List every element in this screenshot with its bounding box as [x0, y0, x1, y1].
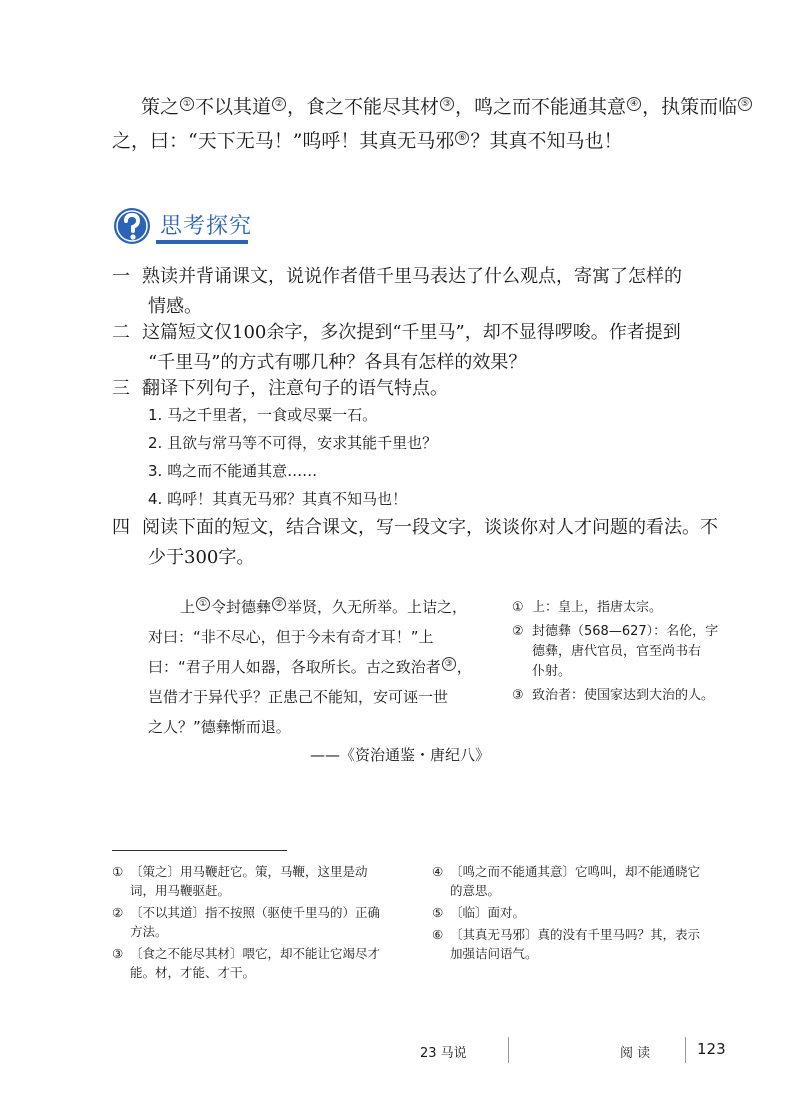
- footnote: ⑤ 〔临〕面对。: [432, 905, 526, 920]
- main-text-line-2: 之，曰：“天下无马！”呜呼！其真无马邪 ⑥ ？其真不知马也！: [112, 130, 623, 152]
- list-item: 3. 鸣之而不能通其意……: [148, 462, 318, 480]
- question-number: 二: [112, 322, 130, 343]
- question-2: 二 这篇短文仅100余字，多次提到“千里马”，却不显得啰唆。作者提到 “千里马”的方式有哪几种？各具有怎样的效果？: [112, 318, 732, 378]
- footnote: ④ 〔鸣之而不能通其意〕它鸣叫，却不能通晓它 的意思。: [432, 864, 701, 898]
- passage-line: 曰：“君子用人如器，各取所长。古之致治者 ③ ，: [148, 658, 472, 676]
- passage-line: 岂借才于异代乎？正患己不能知，安可诬一世: [148, 688, 449, 706]
- question-1: 一 熟读并背诵课文，说说作者借千里马表达了什么观点，寄寓了怎样的 情感。: [112, 262, 732, 322]
- list-item: 4. 呜呼！其真无马邪？其真不知马也！: [148, 490, 408, 508]
- passage-note: ① 上：皇上，指唐太宗。: [512, 600, 663, 615]
- footer-lesson: 23 马说: [420, 1046, 467, 1061]
- footnotes-left: [112, 862, 412, 982]
- list-item: 1. 马之千里者，一食或尽粟一石。: [148, 406, 378, 424]
- page-number: 123: [697, 1040, 726, 1058]
- footnote-divider: [112, 850, 287, 851]
- list-item: 2. 且欲与常马等不可得，安求其能千里也？: [148, 434, 438, 452]
- passage-line: 对曰：“非不尽心，但于今未有奇才耳！”上: [148, 628, 434, 646]
- question-mark-icon: [112, 206, 152, 246]
- section-title: 思考探究: [160, 214, 253, 239]
- reading-passage: [148, 592, 483, 742]
- note-mark: ③: [442, 657, 456, 671]
- footnote: ③ 〔食之不能尽其材〕喂它，却不能让它竭尽才 能。材，才能、才干。: [112, 946, 381, 980]
- passage-line: 之人？”德彝惭而退。: [148, 718, 291, 736]
- note-mark: ②: [272, 597, 286, 611]
- passage-line: 上 ① 令封德彝 ② 举贤，久无所举。上诘之，: [180, 598, 468, 616]
- note-mark: ③: [440, 97, 454, 111]
- main-text-line-1: 策之 ① 不以其道 ② ，食之不能尽其材 ③ ，鸣之而不能通其意 ④ ，执策而临 ⑤: [141, 90, 753, 124]
- footnotes-right: [432, 862, 732, 963]
- footer-divider: [685, 1037, 686, 1063]
- footer-section: 阅 读: [620, 1046, 651, 1061]
- note-mark: ①: [196, 597, 210, 611]
- note-mark: ⑥: [455, 131, 469, 145]
- note-mark: ①: [180, 97, 194, 111]
- passage-notes: [512, 598, 742, 706]
- note-mark: ⑤: [738, 97, 752, 111]
- footnote: ① 〔策之〕用马鞭赶它。策，马鞭，这里是动 词，用马鞭驱赶。: [112, 864, 368, 898]
- note-mark: ④: [627, 97, 641, 111]
- question-4: 四 阅读下面的短文，结合课文，写一段文字，谈谈你对人才问题的看法。不 少于300字。: [112, 513, 732, 573]
- section-title-underline: [156, 240, 248, 244]
- note-mark: ②: [272, 97, 286, 111]
- question-3-items: [148, 401, 437, 513]
- passage-note: ③ 致治者：使国家达到大治的人。: [512, 688, 715, 703]
- question-number: 一: [112, 266, 130, 287]
- footer-divider: [508, 1037, 509, 1063]
- question-number: 四: [112, 517, 130, 538]
- question-3: 三 翻译下列句子，注意句子的语气特点。: [112, 374, 732, 404]
- question-number: 三: [112, 378, 130, 399]
- footnote: ⑥ 〔其真无马邪〕真的没有千里马吗？其，表示 加强诘问语气。: [432, 927, 701, 961]
- passage-source: ——《资治通鉴・唐纪八》: [309, 746, 490, 764]
- passage-note: ② 封德彝（568—627）：名伦，字 德彝，唐代官员，官至尚书右 仆射。: [512, 624, 719, 679]
- footnote: ② 〔不以其道〕指不按照（驱使千里马的）正确 方法。: [112, 905, 381, 939]
